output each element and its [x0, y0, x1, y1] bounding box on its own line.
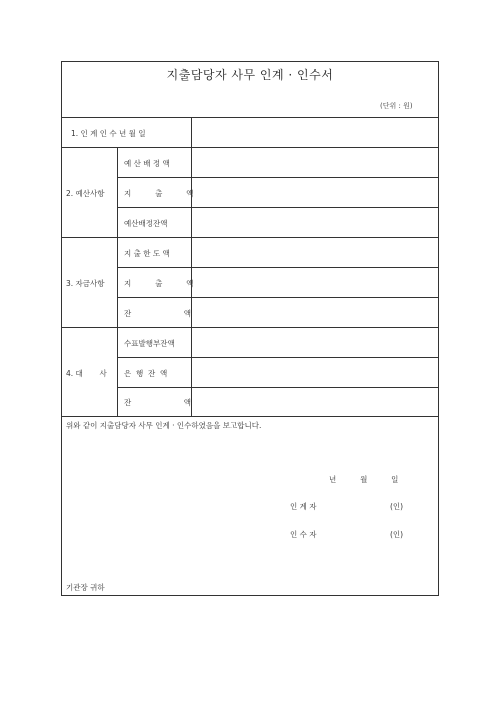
addressee: 기관장 귀하 — [66, 583, 105, 592]
rule-s2-a — [117, 177, 439, 178]
row1-label: 1. 인 계 인 수 년 월 일 — [71, 129, 146, 138]
takeover-label: 인 수 자 — [290, 530, 317, 539]
section4-item-1: 수표발행부잔액 — [124, 339, 175, 348]
section4-label: 4. 대 사 — [66, 369, 107, 378]
statement: 위와 같이 지출담당자 사무 인계 · 인수하였음을 보고합니다. — [66, 421, 262, 430]
section4-item-3: 잔 액 — [124, 398, 191, 407]
section2-item-2: 지 출 액 — [124, 189, 194, 198]
rule-s4-a — [117, 357, 439, 358]
rule-s4-end — [61, 416, 439, 417]
section3-item-2: 지 출 액 — [124, 279, 194, 288]
handover-label: 인 계 자 — [290, 502, 317, 511]
section2-item-1: 예 산 배 정 액 — [124, 159, 170, 168]
rule-s3-a — [117, 267, 439, 268]
section3-item-3: 잔 액 — [124, 309, 191, 318]
unit-note: (단위 : 원) — [380, 102, 413, 110]
section3-label: 3. 자금사항 — [66, 279, 105, 288]
rule-s3-b — [117, 297, 439, 298]
rule-vert-row1 — [191, 117, 192, 147]
takeover-seal: (인) — [390, 530, 404, 539]
section3-item-1: 지 출 한 도 액 — [124, 249, 170, 258]
section2-item-3: 예산배정잔액 — [124, 219, 168, 228]
section4-item-2: 은 행 잔 액 — [124, 369, 168, 378]
rule-top — [61, 117, 439, 118]
rule-s2-b — [117, 207, 439, 208]
date-line: 년 월 일 — [329, 475, 399, 484]
rule-vert-section — [117, 147, 118, 416]
rule-s4-b — [117, 387, 439, 388]
document-title: 지출담당자 사무 인계 · 인수서 — [166, 68, 334, 82]
section2-label: 2. 예산사항 — [66, 189, 105, 198]
handover-seal: (인) — [390, 502, 404, 511]
